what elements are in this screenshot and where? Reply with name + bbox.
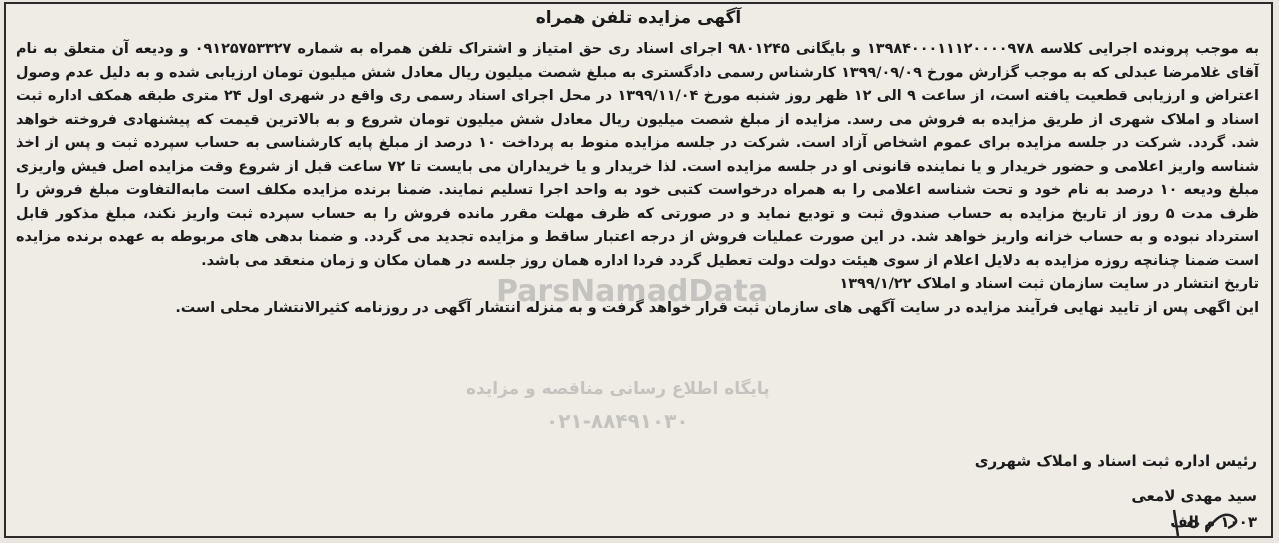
watermark-brand: ParsNamadData xyxy=(496,274,769,309)
watermark-phone: ۰۲۱-۸۸۴۹۱۰۳۰ xyxy=(546,409,689,433)
notice-paragraph-publish-date: تاریخ انتشار در سایت سازمان ثبت اسناد و املاک ۱۳۹۹/۱/۲۲ xyxy=(839,276,1259,292)
notice-frame xyxy=(4,2,1273,538)
signature-name: سید مهدی لامعی xyxy=(1131,487,1257,505)
notice-body xyxy=(16,38,1259,320)
watermark-line: پایگاه اطلاع رسانی مناقصه و مزایده xyxy=(466,379,770,399)
signature-role: رئیس اداره ثبت اسناد و املاک شهرری xyxy=(974,452,1257,470)
handwritten-number-signature xyxy=(1166,502,1246,542)
notice-code: ۱۰۰۳ م الف xyxy=(1170,513,1257,531)
notice-paragraph-main: به موجب پرونده اجرایی کلاسه ۱۳۹۸۴۰۰۰۱۱۱۲۰۰۰۰۹۷۸ و بایگانی ۹۸۰۱۲۴۵ اجرای اسناد ری حق امتیاز و اشتراک تلفن همراه به شماره ۰۹۱۲۵۷۵۳۳۲۷ و ودیعه آن متعلق به نام آقای غلامرضا عبدلی که به موجب گزارش مورخ ۱۳۹۹/۰۹/۰۹ کارشناس رسمی دادگستری به مبلغ شصت میلیون ریال معادل شش میلیون تومان ارزیابی شده و به دلیل عدم وصول اعتراض و ارزیابی قطعیت یافته است، از ساعت ۹ الی ۱۲ ظهر روز شنبه مورخ ۱۳۹۹/۱۱/۰۴ در محل اجرای اسناد رسمی ری واقع در شهری اول ۲۴ متری طبقه همکف اداره ثبت اسناد و املاک شهری از طریق مزایده به فروش می رسد. مزایده از مبلغ شصت میلیون ریال معادل شش میلیون تومان شروع و به بالاترین قیمت که پیشنهادی فروخته خواهد شد. گردد. شرکت در جلسه مزایده برای عموم اشخاص آزاد است. شرکت در جلسه مزایده منوط به پرداخت ۱۰ درصد از مبلغ پایه کارشناسی به حساب سپرده ثبت و پس از اخذ شناسه واریز اعلامی و حضور خریدار و یا نماینده قانونی او در جلسه مزایده است. لذا خریدار و یا خریداران می بایست تا ۷۲ ساعت قبل از شروع وقت مزایده اصل فیش واریزی مبلغ ودیعه ۱۰ درصد به نام خود و تحت شناسه اعلامی را به همراه درخواست کتبی خود به واحد اجرا تسلیم نمایند. ضمنا برنده مزایده مکلف است مابه‌التفاوت مبلغ فروش را ظرف مدت ۵ روز از تاریخ مزایده به حساب صندوق ثبت و تودیع نماید و در صورتی که ظرف مهلت مقرر مانده فروش را به حساب سپرده ثبت واریز نکند، مبلغ مذکور قابل استرداد نبوده و به حساب خزانه واریز خواهد شد. در این صورت عملیات فروش از درجه اعتبار ساقط و مزایده تجدید می گردد. و ضمنا بدهی های مربوطه به عهده برنده مزایده است ضمنا چنانچه روزه مزایده به دلایل اعلام از سوی هیئت دولت دولت تعطیل گردد فردا اداره همان روز جلسه در همان مکان و زمان منعقد می باشد. xyxy=(16,41,1260,269)
notice-title: آگهی مزایده تلفن همراه xyxy=(535,8,742,28)
notice-paragraph-approval: این اگهی پس از تایید نهایی فرآیند مزایده در سایت آگهی های سازمان ثبت قرار خواهد گرفت و به منزله انتشار آگهی در روزنامه کثیرالانتشار محلی است. xyxy=(175,299,1259,316)
